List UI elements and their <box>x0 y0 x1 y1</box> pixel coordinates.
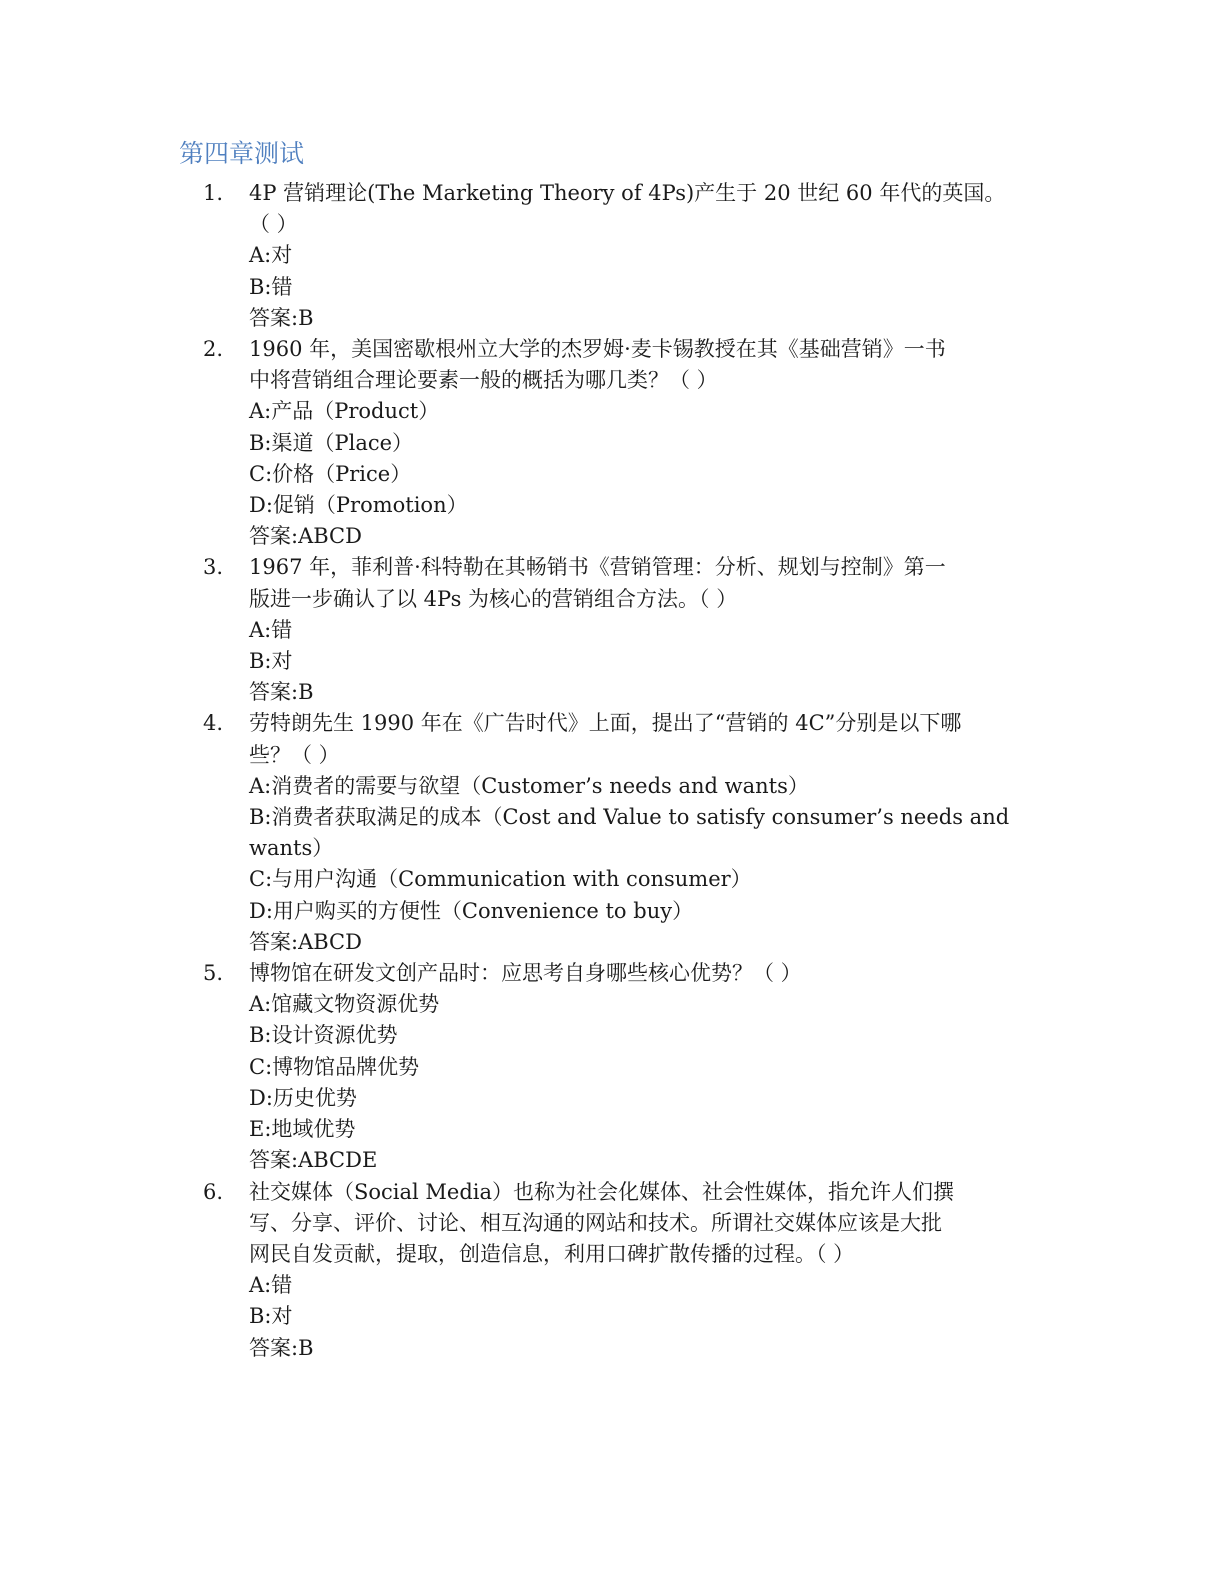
answer-line: 答案:B <box>249 680 314 705</box>
question-stem-line: 劳特朗先生 1990 年在《广告时代》上面，提出了“营销的 4C”分别是以下哪 <box>249 711 962 736</box>
question-body <box>249 708 1049 958</box>
question-number: 1. <box>203 181 224 205</box>
question-number: 4. <box>203 711 224 736</box>
question-item <box>0 708 1224 958</box>
question-item <box>0 552 1224 708</box>
option-b: B:错 <box>249 274 293 299</box>
question-stem-line: 4P 营销理论(The Marketing Theory of 4Ps)产生于 20 世纪 60 年代的英国。 <box>249 181 1006 205</box>
question-stem-line: 博物馆在研发文创产品时：应思考自身哪些核心优势？（ ） <box>249 961 802 986</box>
question-item <box>0 334 1224 552</box>
option-a: A:对 <box>249 243 293 268</box>
option-a: A:馆藏文物资源优势 <box>249 992 440 1017</box>
chapter-title: 第四章测试 <box>179 139 305 168</box>
option-d: D:用户购买的方便性（Convenience to buy） <box>249 898 694 923</box>
question-stem-line: 1967 年，菲利普·科特勒在其畅销书《营销管理：分析、规划与控制》第一 <box>249 555 946 580</box>
question-number: 6. <box>203 1179 224 1204</box>
question-stem-line: 1960 年，美国密歇根州立大学的杰罗姆·麦卡锡教授在其《基础营销》一书 <box>249 337 946 362</box>
option-a: A:消费者的需要与欲望（Customer’s needs and wants） <box>249 773 809 798</box>
question-number: 2. <box>203 337 224 362</box>
question-body <box>249 1177 1049 1364</box>
question-item <box>0 1177 1224 1364</box>
question-stem-line: （ ） <box>249 212 298 237</box>
question-item <box>0 178 1224 334</box>
option-b: B:设计资源优势 <box>249 1023 398 1048</box>
option-b: B:对 <box>249 649 293 674</box>
question-stem-line: 版进一步确认了以 4Ps 为核心的营销组合方法。（ ） <box>249 586 738 611</box>
option-b: B:渠道（Place） <box>249 430 414 455</box>
option-c: C:与用户沟通（Communication with consumer） <box>249 867 752 892</box>
option-b-continued: wants） <box>249 836 334 861</box>
option-c: C:价格（Price） <box>249 461 412 486</box>
option-e: E:地域优势 <box>249 1117 356 1142</box>
option-d: D:促销（Promotion） <box>249 493 468 518</box>
question-body <box>249 958 1049 1176</box>
question-stem-line: 写、分享、评价、讨论、相互沟通的网站和技术。所谓社交媒体应该是大批 <box>249 1210 942 1235</box>
answer-line: 答案:ABCD <box>249 524 362 549</box>
question-stem-line: 中将营销组合理论要素一般的概括为哪几类？（ ） <box>249 368 718 393</box>
option-b: B:消费者获取满足的成本（Cost and Value to satisfy consumer’s needs and <box>249 805 1010 830</box>
option-a: A:产品（Product） <box>249 399 440 424</box>
answer-line: 答案:ABCD <box>249 929 362 954</box>
question-body <box>249 334 1049 552</box>
question-stem-line: 网民自发贡献，提取，创造信息，利用口碑扩散传播的过程。（ ） <box>249 1241 855 1266</box>
question-body <box>249 552 1049 708</box>
question-item <box>0 958 1224 1176</box>
question-number: 5. <box>203 961 224 986</box>
answer-line: 答案:ABCDE <box>249 1148 378 1173</box>
answer-line: 答案:B <box>249 305 314 330</box>
question-list <box>0 178 1224 1364</box>
question-stem-line: 社交媒体（Social Media）也称为社会化媒体、社会性媒体，指允许人们撰 <box>249 1179 955 1204</box>
answer-line: 答案:B <box>249 1335 314 1360</box>
question-number: 3. <box>203 555 224 580</box>
option-a: A:错 <box>249 1273 293 1298</box>
option-b: B:对 <box>249 1304 293 1329</box>
question-stem-line: 些？（ ） <box>249 742 340 767</box>
option-d: D:历史优势 <box>249 1085 357 1110</box>
option-a: A:错 <box>249 617 293 642</box>
option-c: C:博物馆品牌优势 <box>249 1054 420 1079</box>
question-body <box>249 178 1049 334</box>
